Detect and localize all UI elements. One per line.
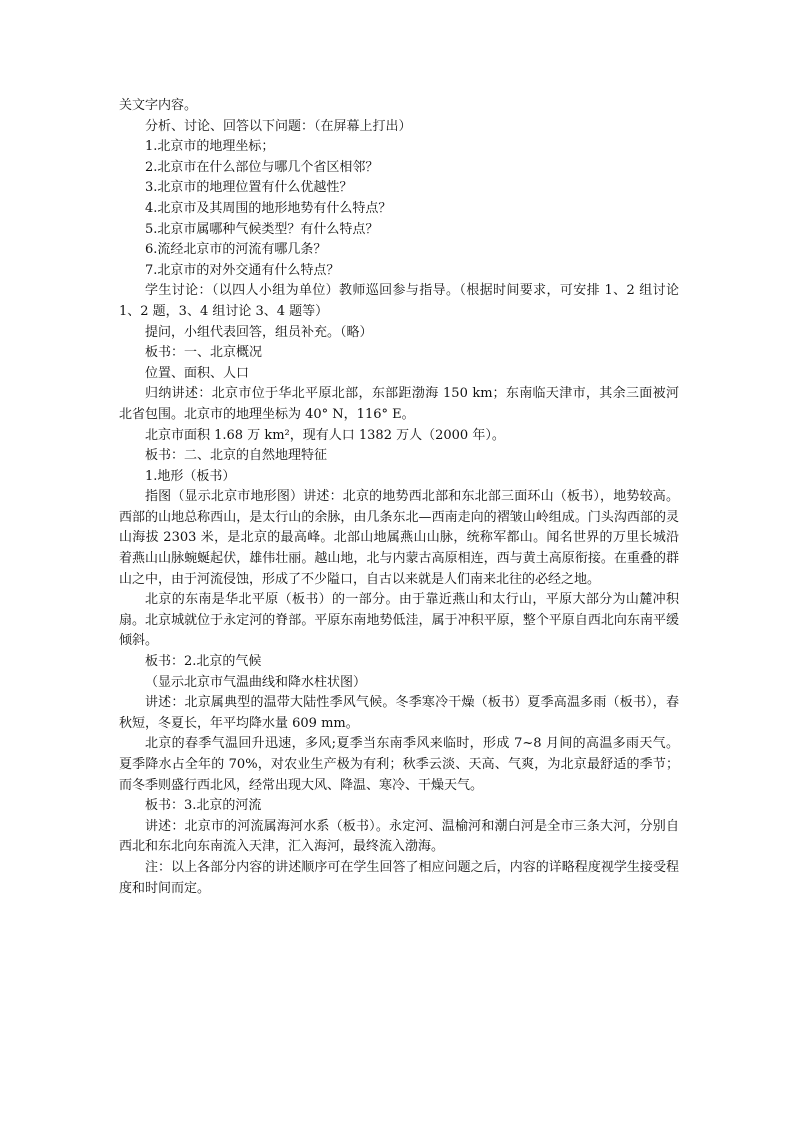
- paragraph: 分析、讨论、回答以下问题：（在屏幕上打出）: [145, 118, 412, 134]
- paragraph: 归纳讲述：北京市位于华北平原北部，东部距渤海 150 km；东南临天津市，其余三面被河北省包围。北京市的地理坐标为 40° N，116° E。: [119, 386, 679, 422]
- question-item: 3.北京市的地理位置有什么优越性？: [145, 180, 353, 196]
- paragraph: 提问，小组代表回答，组员补充。（略）: [145, 324, 373, 340]
- question-item: 1.北京市的地理坐标；: [145, 139, 275, 155]
- document-body: [119, 96, 679, 899]
- paragraph: 指图（显示北京市地形图）讲述：北京的地势西北部和东北部三面环山（板书），地势较高。西部的山地总称西山，是太行山的余脉，由几条东北—西南走向的褶皱山岭组成。门头沟西部的灵山海拔 2303 米，是北京的最高峰。北部山地属燕山山脉，统称军都山。闻名世界的万里长城沿着燕山山脉蜿蜒起伏，雄伟壮丽。越山地，北与内蒙古高原相连，西与黄土高原衔接。在重叠的群山之中，由于河流侵蚀，形成了不少隘口，自古以来就是人们南来北往的必经之地。: [119, 489, 679, 587]
- paragraph: 北京市面积 1.68 万 km²，现有人口 1382 万人（2000 年）。: [145, 427, 505, 443]
- paragraph: 北京的东南是华北平原（板书）的一部分。由于靠近燕山和太行山，平原大部分为山麓冲积扇。北京城就位于永定河的脊部。平原东南地势低洼，属于冲积平原，整个平原自西北向东南平缓倾斜。: [119, 592, 679, 649]
- question-item: 6.流经北京市的河流有哪几条？: [145, 242, 327, 258]
- section-heading: 板书：二、北京的自然地理特征: [145, 448, 328, 464]
- paragraph: 位置、面积、人口: [145, 365, 250, 381]
- paragraph: 北京的春季气温回升迅速，多风;夏季当东南季风来临时，形成 7~8 月间的高温多雨天气。夏季降水占全年的 70%，对农业生产极为有利；秋季云淡、天高、气爽，为北京最舒适的季节；而冬季则盛行西北风，经常出现大风、降温、寒冷、干燥天气。: [119, 736, 679, 793]
- section-heading: 板书：一、北京概况: [145, 345, 263, 361]
- paragraph: （显示北京市气温曲线和降水柱状图）: [145, 674, 367, 690]
- question-item: 7.北京市的对外交通有什么特点？: [145, 262, 340, 278]
- paragraph: 学生讨论：（以四人小组为单位）教师巡回参与指导。（根据时间要求，可安排 1、2 组讨论 1、2 题，3、4 组讨论 3、4 题等）: [119, 283, 679, 319]
- note-paragraph: 注：以上各部分内容的讲述顺序可在学生回答了相应问题之后，内容的详略程度视学生接受程度和时间而定。: [119, 859, 679, 896]
- question-item: 4.北京市及其周围的地形地势有什么特点？: [145, 200, 392, 216]
- question-item: 2.北京市在什么部位与哪几个省区相邻？: [145, 159, 379, 175]
- subsection-heading: 板书：2.北京的气候: [145, 654, 262, 670]
- subsection-heading: 板书：3.北京的河流: [145, 798, 262, 814]
- subsection-heading: 1.地形（板书）: [145, 468, 236, 484]
- paragraph: 关文字内容。: [119, 98, 198, 113]
- paragraph: 讲述：北京市的河流属海河水系（板书）。永定河、温榆河和潮白河是全市三条大河，分别自西北和东北向东南流入天津，汇入海河，最终流入渤海。: [119, 818, 679, 855]
- paragraph: 讲述：北京属典型的温带大陆性季风气候。冬季寒冷干燥（板书）夏季高温多雨（板书），春秋短，冬夏长，年平均降水量 609 mm。: [119, 695, 679, 731]
- question-item: 5.北京市属哪种气候类型？有什么特点？: [145, 221, 379, 237]
